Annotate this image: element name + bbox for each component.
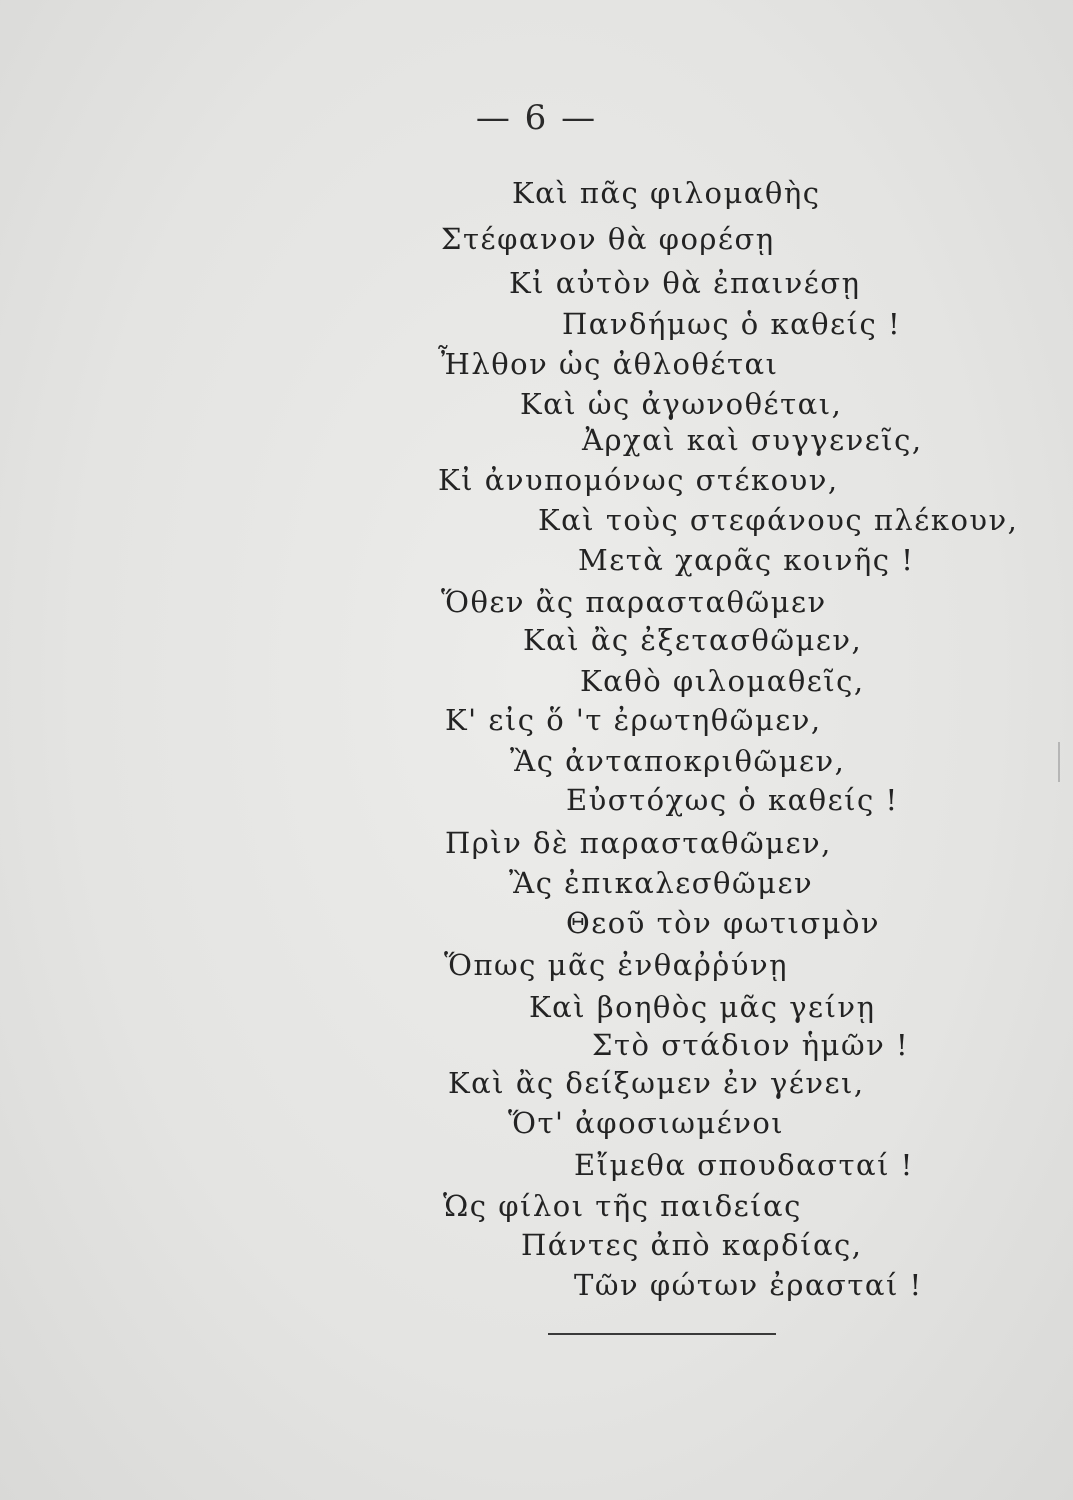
poem-line: Στὸ στάδιον ἡμῶν ! [592,1028,910,1062]
poem-line: Καθὸ φιλομαθεῖς, [580,664,865,698]
poem-line: Ὅθεν ἂς παρασταθῶμεν [441,585,827,619]
poem-line: Ἂς ἐπικαλεσθῶμεν [509,866,814,900]
poem-line: Ὅπως μᾶς ἐνθαῤῥύνῃ [444,948,788,982]
poem-line: Μετὰ χαρᾶς κοινῆς ! [578,543,915,577]
poem-line: Κ' εἰς ὅ 'τ ἐρωτηθῶμεν, [445,703,822,737]
poem-line: Πρὶν δὲ παρασταθῶμεν, [445,826,832,860]
poem-line: Καὶ πᾶς φιλομαθὴς [512,176,821,210]
poem-line: Καὶ τοὺς στεφάνους πλέκουν, [538,503,1019,537]
poem-line: Πάντες ἀπὸ καρδίας, [521,1228,863,1262]
paper-mark [1058,742,1060,782]
poem-line: Θεοῦ τὸν φωτισμὸν [566,906,881,940]
poem-line: Ἀρχαὶ καὶ συγγενεῖς, [582,423,923,457]
page-number: — 6 — [475,98,598,138]
poem-line: Εἴμεθα σπουδασταί ! [574,1148,914,1182]
poem-line: Καὶ ἂς δείξωμεν ἐν γένει, [448,1066,865,1100]
poem-line: Τῶν φώτων ἐρασταί ! [574,1268,923,1302]
poem-line: Κἰ αὐτὸν θὰ ἐπαινέσῃ [509,266,861,300]
poem-line: Ὅτ' ἀφοσιωμένοι [508,1106,785,1140]
poem-line: Κἰ ἀνυπομόνως στέκουν, [438,463,839,497]
poem-line: Καὶ βοηθὸς μᾶς γείνῃ [529,990,876,1024]
poem-line: Πανδήμως ὁ καθείς ! [562,307,902,341]
poem-line: Ἂς ἀνταποκριθῶμεν, [510,744,846,778]
poem-line: Ὡς φίλοι τῆς παιδείας [443,1189,802,1223]
poem-line: Ἦλθον ὡς ἀθλοθέται [438,347,779,381]
poem-line: Καὶ ἂς ἐξετασθῶμεν, [523,623,863,657]
poem-line: Εὐστόχως ὁ καθείς ! [566,783,899,817]
end-rule [548,1333,776,1335]
poem-line: Καὶ ὡς ἀγωνοθέται, [520,387,843,421]
poem-line: Στέφανον θὰ φορέσῃ [441,222,775,256]
